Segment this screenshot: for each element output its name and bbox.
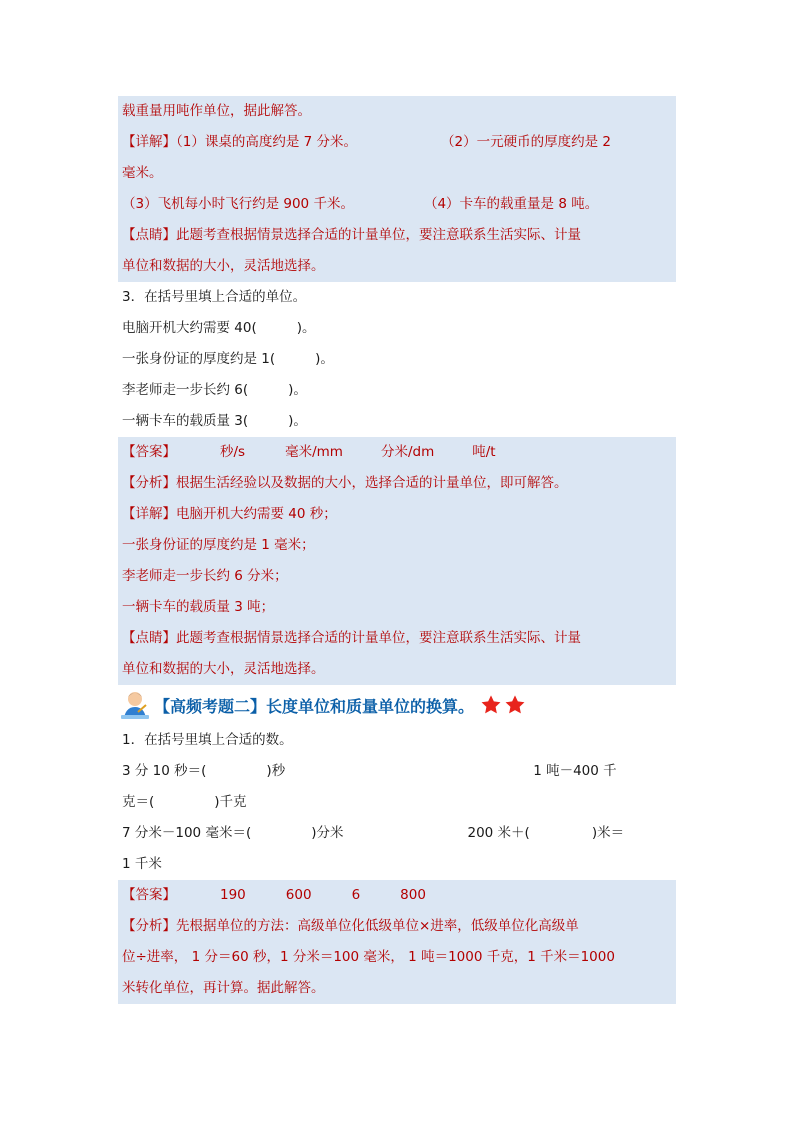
answer-value: 6: [351, 887, 361, 903]
difficulty-stars: [480, 694, 526, 716]
point-text: 此题考查根据情景选择合适的计量单位，要注意联系生活实际、计量: [176, 630, 581, 646]
point-line: [118, 654, 676, 685]
detail-line: [118, 561, 676, 592]
question-item: 7 分米－100 毫米＝( )分米 200 米＋( )米＝: [122, 825, 625, 841]
answer-line: [118, 437, 676, 468]
point-text: 单位和数据的大小，灵活地选择。: [122, 661, 325, 677]
analysis-text: 位÷进率， 1 分＝60 秒，1 分米＝100 毫米， 1 吨＝1000 千克，1 千米＝1000: [122, 949, 615, 965]
solution-text: 载重量用吨作单位，据此解答。: [122, 103, 311, 119]
question-item: 3 分 10 秒＝( )秒 1 吨－400 千: [122, 763, 617, 779]
analysis-text: 米转化单位，再计算。据此解答。: [122, 980, 325, 996]
detail-text: （4）卡车的载重量是 8 吨。: [423, 196, 599, 212]
answer-value: 190: [220, 887, 246, 903]
solution-block-3: [118, 880, 676, 1004]
detail-line: [118, 592, 676, 623]
analysis-line: [118, 942, 676, 973]
analysis-text: 根据生活经验以及数据的大小，选择合适的计量单位，即可解答。: [176, 475, 568, 491]
question-item: 一辆卡车的载质量 3( )。: [122, 413, 307, 429]
answer-value: 800: [400, 887, 426, 903]
question-item: 电脑开机大约需要 40( )。: [122, 320, 316, 336]
analysis-line: [118, 973, 676, 1004]
question-item: 克＝( )千克: [122, 794, 247, 810]
question-title: 3．在括号里填上合适的单位。: [122, 289, 307, 305]
question-1: [118, 725, 676, 880]
star-icon: [504, 694, 526, 716]
solution-line: [118, 96, 676, 127]
detail-text: 一张身份证的厚度约是 1 毫米；: [122, 537, 315, 553]
document-page: [118, 96, 676, 1004]
question-item: 李老师走一步长约 6( )。: [122, 382, 307, 398]
analysis-line: [118, 468, 676, 499]
detail-text: （3）飞机每小时飞行约是 900 千米。: [122, 196, 354, 212]
point-line: [118, 623, 676, 654]
analysis-tag: 【分析】: [122, 918, 176, 934]
answer-value: 毫米/mm: [285, 444, 343, 460]
detail-tag: 【详解】: [122, 134, 176, 150]
analysis-text: 先根据单位的方法：高级单位化低级单位×进率，低级单位化高级单: [176, 918, 579, 934]
detail-text: 一辆卡车的载质量 3 吨；: [122, 599, 275, 615]
question-item: 1 千米: [122, 856, 162, 872]
student-writing-icon: [118, 688, 152, 722]
analysis-tag: 【分析】: [122, 475, 176, 491]
answer-value: 秒/s: [220, 444, 246, 460]
detail-text: 毫米。: [122, 165, 163, 181]
detail-text: 李老师走一步长约 6 分米；: [122, 568, 288, 584]
star-shape: [482, 695, 501, 713]
point-line: [118, 220, 676, 251]
answer-value: 分米/dm: [380, 444, 435, 460]
solution-block-2: [118, 437, 676, 685]
answer-tag: 【答案】: [122, 887, 176, 903]
question-title: 1．在括号里填上合适的数。: [122, 732, 293, 748]
detail-text: （1）课桌的高度约是 7 分米。: [176, 134, 358, 150]
question-3: [118, 282, 676, 437]
point-line: [118, 251, 676, 282]
point-tag: 【点睛】: [122, 227, 176, 243]
answer-value: 600: [285, 887, 312, 903]
point-text: 此题考查根据情景选择合适的计量单位，要注意联系生活实际、计量: [176, 227, 581, 243]
detail-line: [118, 127, 676, 158]
answer-line: [118, 880, 676, 911]
star-icon: [480, 694, 502, 716]
detail-tag: 【详解】: [122, 506, 176, 522]
question-item: 一张身份证的厚度约是 1( )。: [122, 351, 334, 367]
answer-value: 吨/t: [472, 444, 496, 460]
section-title: 【高频考题二】长度单位和质量单位的换算。: [154, 696, 475, 716]
detail-text: 电脑开机大约需要 40 秒；: [176, 506, 337, 522]
detail-line: [118, 189, 676, 220]
section-heading: [118, 685, 676, 725]
detail-line: [118, 499, 676, 530]
point-text: 单位和数据的大小，灵活地选择。: [122, 258, 325, 274]
answer-tag: 【答案】: [122, 444, 176, 460]
detail-line: [118, 158, 676, 189]
point-tag: 【点睛】: [122, 630, 176, 646]
star-shape: [506, 695, 525, 713]
analysis-line: [118, 911, 676, 942]
detail-text: （2）一元硬币的厚度约是 2: [441, 134, 611, 150]
detail-line: [118, 530, 676, 561]
solution-block-1: [118, 96, 676, 282]
